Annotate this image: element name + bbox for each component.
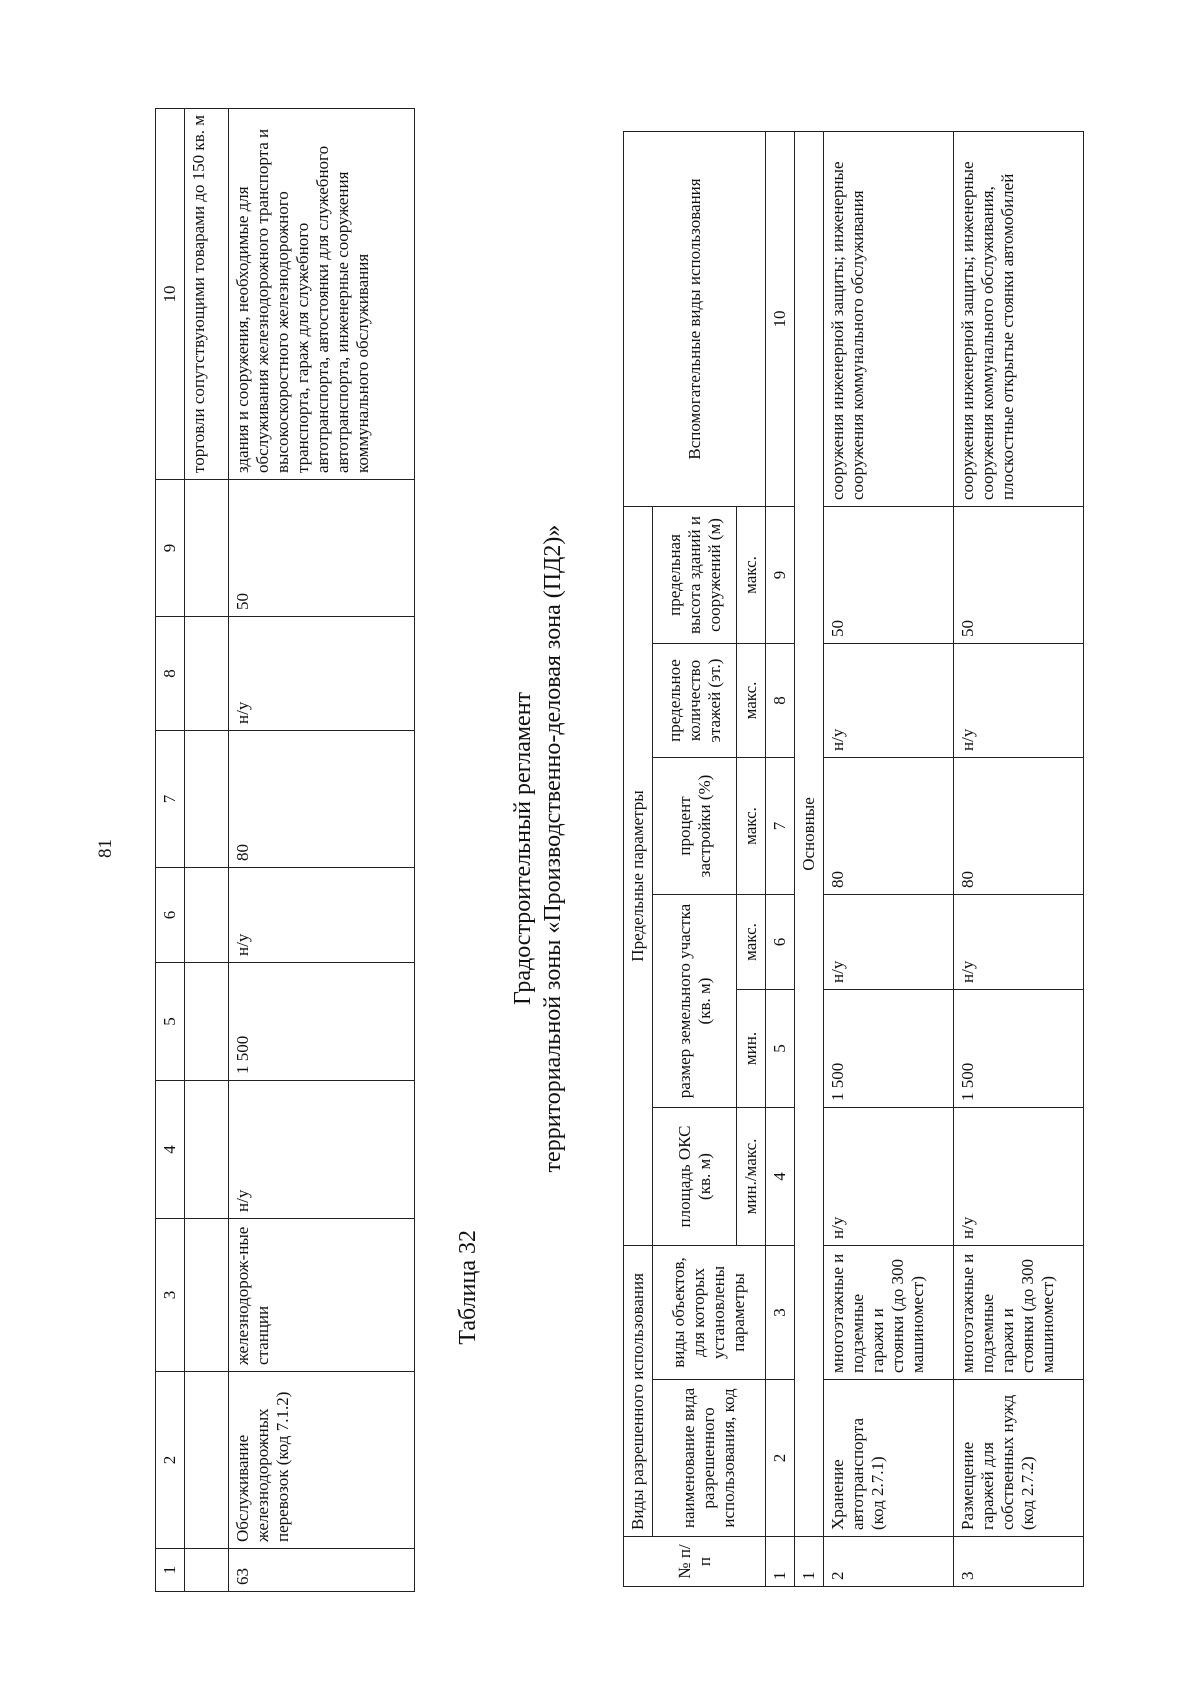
col-numbers-row [766,132,795,1587]
colnum: 8 [766,644,795,758]
top-colnum: 5 [156,963,185,1081]
sub-max: макс. [737,644,766,758]
sub-max: макс. [737,507,766,644]
table-row [824,132,954,1587]
cell-value: н/у [229,617,415,731]
cell-value: 50 [954,507,1084,644]
header-name: наименование вида разрешенного использования, код [653,1380,766,1537]
cell-value: н/у [954,895,1084,990]
object-types: многоэтажные и подземные гаражи и стоянки (до 300 машиномест) [954,1246,1084,1380]
cell-value: н/у [229,868,415,963]
cell-value: 50 [824,507,954,644]
colnum: 7 [766,758,795,895]
object-types: многоэтажные и подземные гаражи и стоянки (до 300 машиномест) [824,1246,954,1380]
colnum: 10 [766,132,795,507]
section-row [795,132,824,1587]
continuation-text: торговли сопутствующими товарами до 150 кв. м [185,109,229,480]
cell-value: 1 500 [954,990,1084,1108]
auxiliary-uses: здания и сооружения, необходимые для обслуживания железнодорожного транспорта и высокоскоростного железнодорожного транспорта, гараж для служебного автотранспорта, автостоянки для служебного автотранспорта, инженерные сооружения коммунального обслуживания [229,109,415,480]
top-col-numbers-row [156,109,185,1592]
cell-value: н/у [229,1081,415,1219]
colnum: 6 [766,895,795,990]
sub-max: макс. [737,895,766,990]
header-types-group: Виды разрешенного использования [624,1246,653,1537]
sub-min: мин. [737,990,766,1108]
header-objects: виды объектов, для которых установлены параметры [653,1246,766,1380]
page-number: 81 [95,839,116,858]
cell-value: н/у [824,1108,954,1246]
header-area: площадь ОКС (кв. м) [653,1108,737,1246]
use-name: Размещение гаражей для собственных нужд (код 2.7.2) [954,1380,1084,1537]
title-line-2: территориальной зоны «Производственно-деловая зона (ПД2)» [540,524,566,1173]
colnum: 5 [766,990,795,1108]
table-row [229,109,415,1592]
colnum: 4 [766,1108,795,1246]
header-num: № п/п [624,1537,766,1587]
header-row-1 [624,132,653,1587]
auxiliary-uses: сооружения инженерной защиты; инженерные сооружения коммунального обслуживания, плоскостные открытые стоянки автомобилей [954,132,1084,507]
top-continuation-row [185,109,229,1592]
colnum: 2 [766,1380,795,1537]
top-colnum: 9 [156,480,185,617]
colnum: 1 [766,1537,795,1587]
top-colnum: 2 [156,1372,185,1549]
colnum: 3 [766,1246,795,1380]
cell-value: н/у [954,1108,1084,1246]
top-colnum: 10 [156,109,185,480]
document-title [508,0,568,1697]
header-params-group: Предельные параметры [624,507,653,1246]
row-number: 3 [954,1537,1084,1587]
cell-value: 80 [824,758,954,895]
section-title: Основные [795,132,824,1537]
sub-max: макс. [737,758,766,895]
cell-value: 1 500 [229,963,415,1081]
sub-minmax: мин./макс. [737,1108,766,1246]
cell-value: 50 [229,480,415,617]
cell-value: н/у [824,895,954,990]
zone-regulation-table [623,131,1084,1587]
cell-value: н/у [824,644,954,758]
object-types: железнодорож-ные станции [229,1219,415,1372]
title-line-1: Градостроительный регламент [510,691,536,1006]
colnum: 9 [766,507,795,644]
cell-value: 1 500 [824,990,954,1108]
top-table [155,108,415,1592]
use-name: Хранение автотранспорта (код 2.7.1) [824,1380,954,1537]
table-label: Таблица 32 [455,1230,481,1345]
row-number: 2 [824,1537,954,1587]
use-name: Обслуживание железнодорожных перевозок (код 7.1.2) [229,1372,415,1549]
auxiliary-uses: сооружения инженерной защиты; инженерные сооружения коммунального обслуживания [824,132,954,507]
top-colnum: 6 [156,868,185,963]
top-colnum: 8 [156,617,185,731]
header-aux: Вспомогательные виды использования [624,132,766,507]
header-plot: размер земельного участка (кв. м) [653,895,737,1108]
cell-value: н/у [954,644,1084,758]
cell-value: 80 [954,758,1084,895]
table-row [954,132,1084,1587]
header-build: процент застройки (%) [653,758,737,895]
header-floors: предельное количество этажей (эт.) [653,644,737,758]
top-colnum: 7 [156,731,185,868]
top-colnum: 4 [156,1081,185,1219]
top-colnum: 3 [156,1219,185,1372]
section-num: 1 [795,1537,824,1587]
header-height: предельная высота зданий и сооружений (м) [653,507,737,644]
row-number: 63 [229,1549,415,1592]
cell-value: 80 [229,731,415,868]
top-colnum: 1 [156,1549,185,1592]
